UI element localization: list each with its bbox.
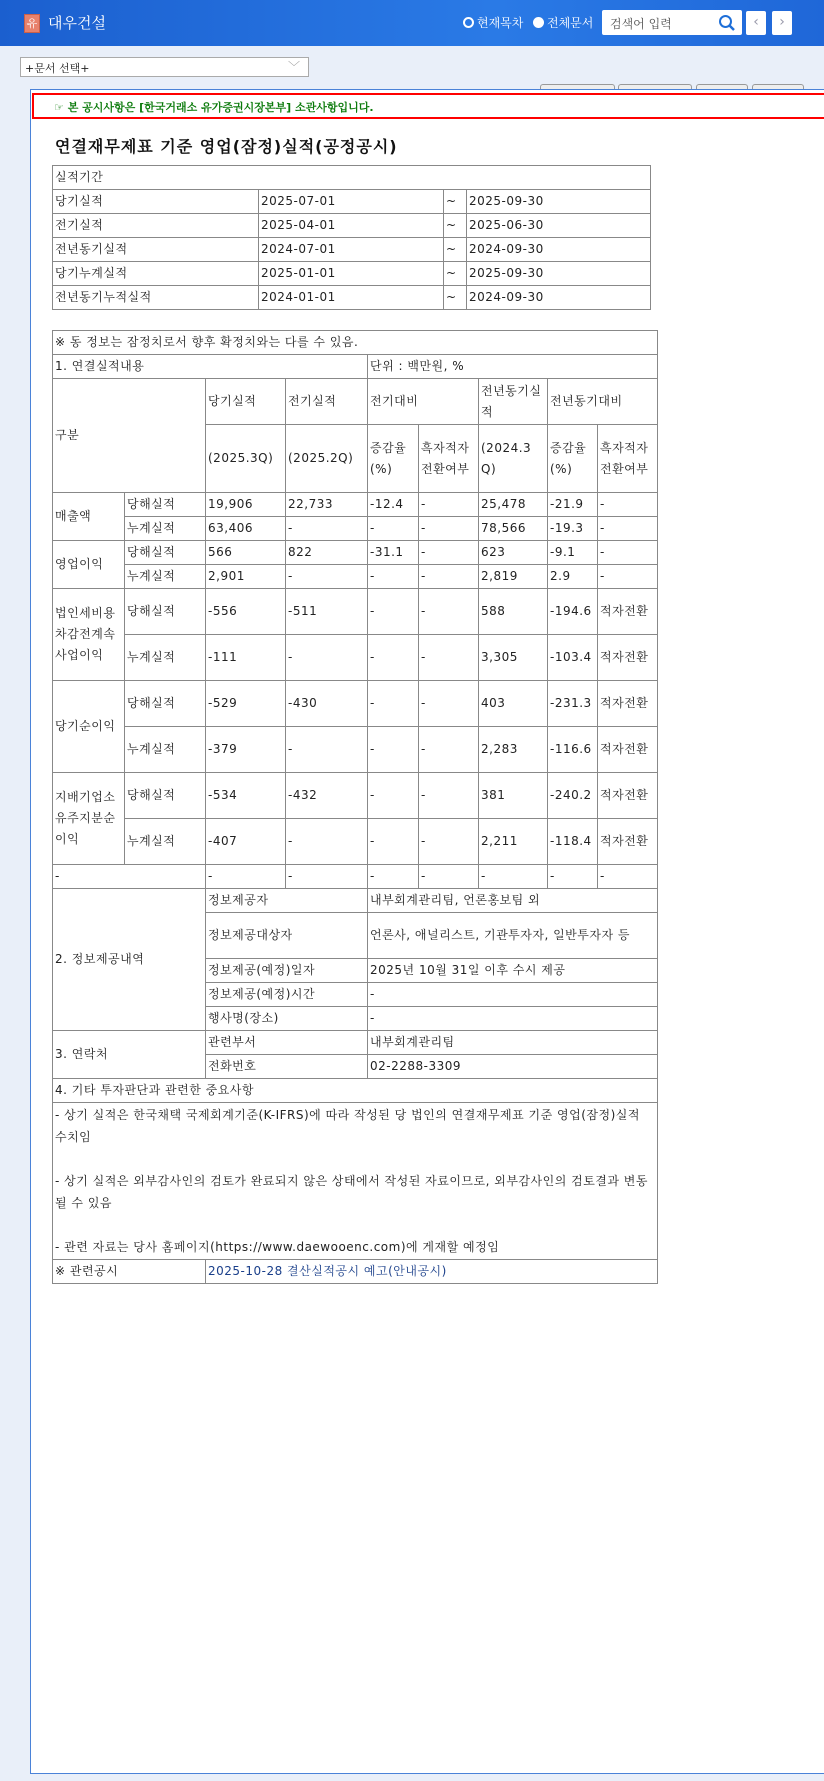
value-cell: -556 [206, 589, 286, 635]
value-cell: - [286, 727, 368, 773]
value-cell: - [419, 681, 479, 727]
value-cell: - [419, 819, 479, 865]
value-cell: 22,733 [286, 493, 368, 517]
category-label: 지배기업소유주지분순이익 [53, 773, 125, 865]
value-cell: 적자전환 [598, 635, 658, 681]
table-cell: - [419, 865, 479, 889]
table-row [53, 493, 658, 517]
header-cell: 당기실적 [206, 379, 286, 425]
chevron-down-icon: ﹀ [287, 60, 300, 74]
table-row [53, 565, 658, 589]
value-cell: 적자전환 [598, 681, 658, 727]
table-row [53, 379, 658, 425]
value-cell: 403 [479, 681, 548, 727]
value-cell: - [598, 517, 658, 541]
radio-unselected-icon [533, 17, 544, 28]
section-title: 1. 연결실적내용 [53, 355, 368, 379]
table-row [53, 635, 658, 681]
field-value: 02-2288-3309 [368, 1055, 658, 1079]
field-label: 정보제공자 [206, 889, 368, 913]
field-label: 정보제공대상자 [206, 913, 368, 959]
value-cell: 566 [206, 541, 286, 565]
table-row [53, 889, 658, 913]
value-cell: 25,478 [479, 493, 548, 517]
value-cell: -534 [206, 773, 286, 819]
section-title: 4. 기타 투자판단과 관련한 중요사항 [53, 1079, 658, 1103]
prev-result-button[interactable]: ‹ [746, 11, 766, 35]
value-cell: -31.1 [368, 541, 419, 565]
radio-all-documents[interactable] [533, 14, 593, 31]
period-label: 당기누계실적 [53, 262, 259, 286]
value-cell: - [368, 517, 419, 541]
period-separator: ~ [444, 286, 467, 310]
header-cell: (2024.3Q) [479, 425, 548, 493]
note-paragraph: - 상기 실적은 한국채택 국제회계기준(K-IFRS)에 따라 작성된 당 법인의 연결재무제표 기준 영업(잠정)실적 수치임 [55, 1108, 640, 1144]
value-cell: - [419, 517, 479, 541]
table-row [53, 331, 658, 355]
period-separator: ~ [444, 262, 467, 286]
table-row [53, 1031, 658, 1055]
period-to: 2025-09-30 [467, 262, 651, 286]
table-row [53, 214, 651, 238]
related-disclosure-link[interactable]: 2025-10-28 결산실적공시 예고(안내공시) [208, 1264, 447, 1278]
value-cell: - [419, 589, 479, 635]
value-cell: - [286, 517, 368, 541]
table-row [53, 589, 658, 635]
value-cell: 적자전환 [598, 727, 658, 773]
document-frame [30, 89, 824, 1774]
header-cell: (2025.3Q) [206, 425, 286, 493]
value-cell: -231.3 [548, 681, 598, 727]
field-label: 관련부서 [206, 1031, 368, 1055]
search-input[interactable] [602, 10, 742, 35]
period-from: 2025-04-01 [259, 214, 444, 238]
section-title: 2. 정보제공내역 [53, 889, 206, 1031]
table-row [53, 1103, 658, 1260]
category-label: 영업이익 [53, 541, 125, 589]
value-cell: -511 [286, 589, 368, 635]
category-label: 매출액 [53, 493, 125, 541]
value-cell: 2,819 [479, 565, 548, 589]
value-cell: -529 [206, 681, 286, 727]
header-cell: 흑자적자전환여부 [419, 425, 479, 493]
period-label: 당기실적 [53, 190, 259, 214]
period-separator: ~ [444, 190, 467, 214]
table-row [53, 1260, 658, 1284]
period-type: 당해실적 [125, 773, 206, 819]
notes-cell [53, 1103, 658, 1260]
period-from: 2025-01-01 [259, 262, 444, 286]
value-cell: - [419, 541, 479, 565]
period-type: 당해실적 [125, 589, 206, 635]
value-cell: 적자전환 [598, 773, 658, 819]
value-cell: - [419, 493, 479, 517]
period-header: 실적기간 [53, 166, 651, 190]
document-title: 연결재무제표 기준 영업(잠정)실적(공정공시) [55, 137, 398, 156]
value-cell: - [286, 819, 368, 865]
period-label: 전년동기실적 [53, 238, 259, 262]
value-cell: 588 [479, 589, 548, 635]
header-cell: 구분 [53, 379, 206, 493]
table-row [53, 865, 658, 889]
value-cell: 3,305 [479, 635, 548, 681]
table-cell: - [286, 865, 368, 889]
value-cell: -118.4 [548, 819, 598, 865]
value-cell: -111 [206, 635, 286, 681]
value-cell: 78,566 [479, 517, 548, 541]
table-row [53, 681, 658, 727]
value-cell: -103.4 [548, 635, 598, 681]
search-placeholder: 검색어 입력 [610, 17, 672, 31]
value-cell: - [368, 727, 419, 773]
field-value: 언론사, 애널리스트, 기관투자자, 일반투자자 등 [368, 913, 658, 959]
period-label: 전년동기누적실적 [53, 286, 259, 310]
period-type: 누계실적 [125, 819, 206, 865]
value-cell: -21.9 [548, 493, 598, 517]
value-cell: - [368, 635, 419, 681]
radio-selected-icon [463, 17, 474, 28]
field-label: 정보제공(예정)일자 [206, 959, 368, 983]
radio-current-section[interactable] [463, 14, 523, 31]
category-label: 법인세비용차감전계속사업이익 [53, 589, 125, 681]
value-cell: -194.6 [548, 589, 598, 635]
value-cell: - [419, 635, 479, 681]
field-value: 내부회계관리팀 [368, 1031, 658, 1055]
value-cell: -432 [286, 773, 368, 819]
value-cell: - [419, 773, 479, 819]
table-row [53, 190, 651, 214]
header-cell: 증감율(%) [368, 425, 419, 493]
table-cell: - [548, 865, 598, 889]
table-row [53, 238, 651, 262]
value-cell: 822 [286, 541, 368, 565]
value-cell: - [368, 773, 419, 819]
value-cell: -9.1 [548, 541, 598, 565]
period-from: 2024-01-01 [259, 286, 444, 310]
company-name: 대우건설 [48, 14, 106, 32]
field-value: - [368, 983, 658, 1007]
header-cell: 증감율(%) [548, 425, 598, 493]
notice-banner: ☞ 본 공시사항은 [한국거래소 유가증권시장본부] 소관사항입니다. [32, 93, 824, 119]
period-type: 누계실적 [125, 565, 206, 589]
note-paragraph: - 상기 실적은 외부감사인의 검토가 완료되지 않은 상태에서 작성된 자료이므로, 외부감사인의 검토결과 변동될 수 있음 [55, 1174, 648, 1210]
value-cell: -12.4 [368, 493, 419, 517]
table-cell: - [53, 865, 206, 889]
value-cell: 2.9 [548, 565, 598, 589]
field-label: 정보제공(예정)시간 [206, 983, 368, 1007]
value-cell: -407 [206, 819, 286, 865]
note-paragraph: - 관련 자료는 당사 홈페이지(https://www.daewooenc.com)에 게재할 예정임 [55, 1240, 500, 1254]
period-to: 2025-09-30 [467, 190, 651, 214]
value-cell: - [286, 635, 368, 681]
value-cell: -19.3 [548, 517, 598, 541]
table-cell: - [598, 865, 658, 889]
value-cell: -116.6 [548, 727, 598, 773]
header-cell: 전기실적 [286, 379, 368, 425]
field-label: 행사명(장소) [206, 1007, 368, 1031]
value-cell: 적자전환 [598, 819, 658, 865]
top-bar [0, 0, 824, 46]
value-cell: -240.2 [548, 773, 598, 819]
related-link-cell [206, 1260, 658, 1284]
note-text: ※ 동 정보는 잠정치로서 향후 확정치와는 다를 수 있음. [53, 331, 658, 355]
value-cell: - [598, 541, 658, 565]
value-cell: -430 [286, 681, 368, 727]
period-separator: ~ [444, 238, 467, 262]
radio-label: 전체문서 [547, 16, 594, 30]
period-table [52, 165, 651, 310]
header-cell: 전년동기대비 [548, 379, 658, 425]
document-select[interactable] [20, 57, 309, 77]
field-value: - [368, 1007, 658, 1031]
value-cell: 2,211 [479, 819, 548, 865]
header-cell: (2025.2Q) [286, 425, 368, 493]
header-cell: 전기대비 [368, 379, 479, 425]
value-cell: 2,901 [206, 565, 286, 589]
field-label: 전화번호 [206, 1055, 368, 1079]
period-to: 2025-06-30 [467, 214, 651, 238]
field-value: 2025년 10월 31일 이후 수시 제공 [368, 959, 658, 983]
period-type: 당해실적 [125, 541, 206, 565]
value-cell: - [286, 565, 368, 589]
table-row [53, 166, 651, 190]
period-from: 2024-07-01 [259, 238, 444, 262]
period-separator: ~ [444, 214, 467, 238]
period-to: 2024-09-30 [467, 238, 651, 262]
table-cell: - [479, 865, 548, 889]
value-cell: 2,283 [479, 727, 548, 773]
table-row [53, 262, 651, 286]
value-cell: 19,906 [206, 493, 286, 517]
table-row [53, 517, 658, 541]
document-select-value: +문서 선택+ [25, 62, 90, 75]
table-row [53, 727, 658, 773]
table-cell: - [368, 865, 419, 889]
table-row [53, 819, 658, 865]
search-icon[interactable] [718, 14, 736, 32]
next-result-button[interactable]: › [772, 11, 792, 35]
header-cell: 흑자적자전환여부 [598, 425, 658, 493]
value-cell: 623 [479, 541, 548, 565]
period-type: 누계실적 [125, 727, 206, 773]
table-row [53, 541, 658, 565]
value-cell: - [368, 681, 419, 727]
field-value: 내부회계관리팀, 언론홍보팀 외 [368, 889, 658, 913]
period-from: 2025-07-01 [259, 190, 444, 214]
period-type: 당해실적 [125, 493, 206, 517]
value-cell: 381 [479, 773, 548, 819]
period-type: 당해실적 [125, 681, 206, 727]
related-label: ※ 관련공시 [53, 1260, 206, 1284]
table-cell: - [206, 865, 286, 889]
period-type: 누계실적 [125, 517, 206, 541]
header-cell: 전년동기실적 [479, 379, 548, 425]
category-label: 당기순이익 [53, 681, 125, 773]
value-cell: - [419, 565, 479, 589]
value-cell: - [419, 727, 479, 773]
value-cell: - [368, 589, 419, 635]
table-row [53, 773, 658, 819]
unit-label: 단위 : 백만원, % [368, 355, 658, 379]
table-row [53, 1079, 658, 1103]
table-row [53, 355, 658, 379]
value-cell: - [598, 493, 658, 517]
radio-label: 현재목차 [477, 16, 524, 30]
results-table [52, 330, 658, 1284]
value-cell: -379 [206, 727, 286, 773]
value-cell: - [368, 565, 419, 589]
value-cell: 63,406 [206, 517, 286, 541]
section-title: 3. 연락처 [53, 1031, 206, 1079]
period-type: 누계실적 [125, 635, 206, 681]
period-to: 2024-09-30 [467, 286, 651, 310]
value-cell: 적자전환 [598, 589, 658, 635]
company-logo-icon: 유 [24, 14, 40, 33]
value-cell: - [598, 565, 658, 589]
table-row [53, 286, 651, 310]
value-cell: - [368, 819, 419, 865]
period-label: 전기실적 [53, 214, 259, 238]
